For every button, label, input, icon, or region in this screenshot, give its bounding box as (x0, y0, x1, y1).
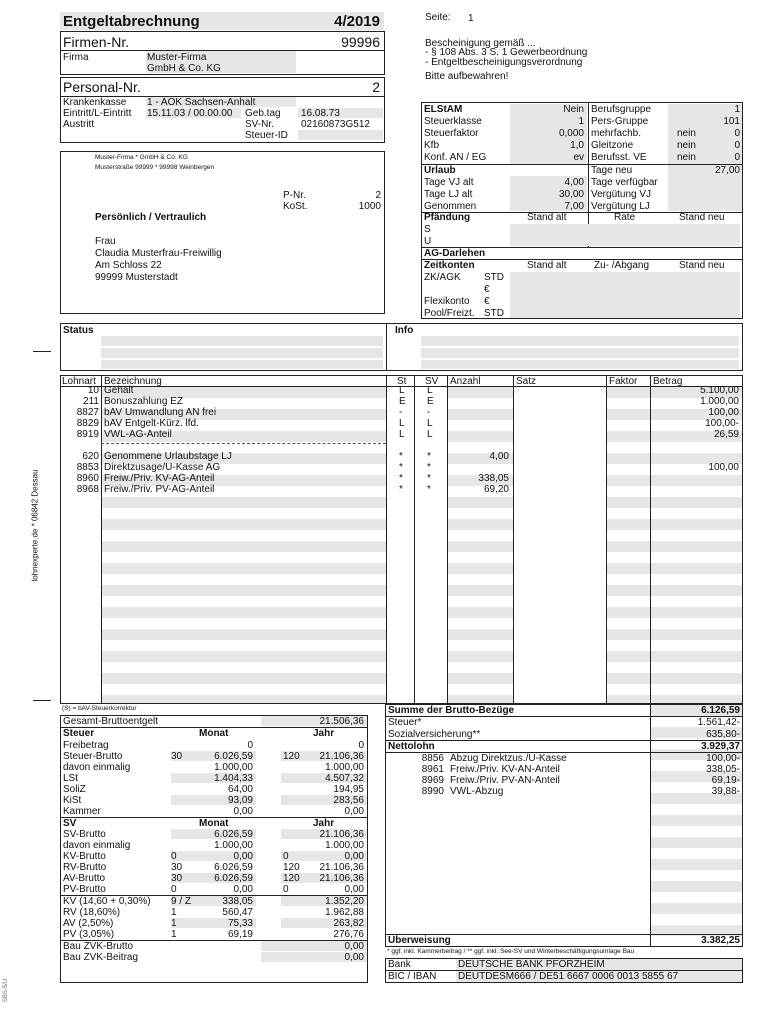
sv-row-jahr: 21.106,36 (319, 862, 364, 873)
beitrag-row-jahr: 263,82 (333, 918, 364, 929)
steuer-value: 1.561,42- (697, 717, 740, 728)
gesamt-value: 21.506,36 (319, 716, 364, 727)
lohn-row-lohnart: 8968 (76, 484, 99, 495)
svnr-value: 02160873G512 (301, 119, 370, 130)
sv-row-k1: 0 (171, 851, 177, 862)
krankenkasse-value: 1 - AOK Sachsen-Anhalt (147, 97, 256, 108)
sv-row-k2: 0 (283, 884, 289, 895)
steuer-row-label: KiSt (63, 795, 82, 806)
fold-mark-bottom (33, 700, 51, 701)
steuer-row-k2: 120 (283, 751, 300, 762)
elstam-right-value-1: 101 (723, 116, 740, 127)
urlaub-left-value-0: 4,00 (564, 177, 584, 188)
sv-row-k1: 0 (171, 884, 177, 895)
elstam-right-value-4: 0 (734, 152, 740, 163)
zeitkonten-row-unit-1: € (484, 284, 490, 295)
sv-row-k1: 30 (171, 862, 183, 873)
sv-title: SV (63, 818, 77, 829)
zeitkonten-row-unit-2: € (484, 296, 490, 307)
personal-label: Personal-Nr. (63, 79, 141, 95)
netto-value: 3.929,37 (701, 741, 740, 752)
beitrag-row-label: RV (18,60%) (63, 907, 121, 918)
steuer-title: Steuer (63, 728, 95, 739)
steuer-row-jahr: 194,95 (333, 784, 364, 795)
lohn-row-bezeichnung: Gehalt (104, 385, 134, 396)
elstam-right-label-4: Berufsst. VE (591, 152, 647, 163)
status-info-box (60, 323, 743, 371)
abzug-row-bezeichnung: Freiw./Priv. KV-AN-Anteil (450, 764, 560, 775)
elstam-right-label-0: Berufsgruppe (591, 104, 652, 115)
elstam-left-value-1: 0,000 (558, 128, 584, 139)
sv-value: 635,80- (706, 729, 740, 740)
steuer-row-jahr: 283,56 (333, 795, 364, 806)
elstam-left-value-3: ev (573, 152, 584, 163)
col-anzahl: Anzahl (450, 376, 481, 387)
elstam-left-value-0: 1 (578, 116, 584, 127)
urlaub-left-value-1: 30,00 (558, 189, 584, 200)
netto-label: Nettolohn (388, 741, 435, 752)
elstam-right-label-3: Gleitzone (591, 140, 634, 151)
steuer-jahr: Jahr (313, 728, 335, 739)
urlaub-left-label-1: Tage LJ alt (424, 189, 473, 200)
corner-code: SBS-5/U (3, 978, 10, 1003)
beitrag-row-jahr: 1.352,20 (325, 896, 364, 907)
col-bezeichnung: Bezeichnung (104, 376, 162, 387)
abzug-row-betrag: 338,05- (706, 764, 740, 775)
sv-row-jahr: 21.106,36 (319, 829, 364, 840)
ueberweisung-label: Überweisung (388, 935, 451, 946)
steuer-row-k1: 30 (171, 751, 183, 762)
bank-value: DEUTSCHE BANK PFORZHEIM (458, 959, 605, 970)
steuer-row-label: SoliZ (63, 784, 86, 795)
steuer-row-jahr: 21.106,36 (319, 751, 364, 762)
sv-row-jahr: 21.106,36 (319, 873, 364, 884)
lohn-row-lohnart: 8960 (76, 473, 99, 484)
lohn-row-sv: L (427, 418, 433, 429)
steuer-row-monat: 1.000,00 (214, 762, 253, 773)
abzug-row-lohnart: 8969 (421, 775, 444, 786)
steuer-row-jahr: 4.507,32 (325, 773, 364, 784)
lohn-footnote: (S) = bAV-Steuerkorrektur (62, 705, 137, 712)
sv-row-monat: 0,00 (233, 884, 253, 895)
lohn-row-lohnart: 8853 (76, 462, 99, 473)
eintritt-value: 15.11.03 / 00.00.00 (147, 108, 233, 119)
sv-row-jahr: 0,00 (344, 884, 364, 895)
personal-number: 2 (372, 79, 380, 95)
elstam-box (421, 102, 743, 319)
sv-row-label: AV-Brutto (63, 873, 106, 884)
sv-row-k2: 0 (283, 851, 289, 862)
sender-line-2: Musterstraße 99999 * 99998 Weinbergen (95, 164, 215, 171)
pfaendung-row-s: S (424, 224, 431, 235)
sv-row-k1: 30 (171, 873, 183, 884)
lohn-row-bezeichnung: VWL-AG-Anteil (104, 429, 172, 440)
page-number: 1 (468, 13, 474, 24)
elstam-title: ELStAM (424, 104, 463, 115)
beitrag-row-label: PV (3,05%) (63, 929, 115, 940)
lohn-row-bezeichnung: Direktzusage/U-Kasse AG (104, 462, 221, 473)
lohn-row-sv: * (427, 473, 431, 484)
lohn-row-st: * (399, 462, 403, 473)
address-line-3: Am Schloss 22 (95, 260, 162, 271)
col-lohnart: Lohnart (62, 376, 96, 387)
lohn-row-sv: - (427, 407, 431, 418)
summe-label: Summe der Brutto-Bezüge (388, 705, 515, 716)
company-number: 99996 (341, 34, 380, 50)
elstam-right-flag-3: nein (677, 140, 696, 151)
note-line-1: Bescheinigung gemäß ... (425, 38, 536, 49)
zeitkonten-row-unit-0: STD (484, 272, 504, 283)
bank-box (385, 958, 743, 983)
page-title: Entgeltabrechnung (63, 13, 200, 30)
zvk-row-label: Bau ZVK-Brutto (63, 941, 134, 952)
lohn-row-sv: E (427, 396, 434, 407)
elstam-left-label-1: Steuerfaktor (424, 128, 479, 139)
elstam-right-value-3: 0 (734, 140, 740, 151)
pnr-label: P-Nr. (283, 190, 306, 201)
abzug-row-betrag: 100,00- (706, 753, 740, 764)
beitrag-row-jahr: 276,76 (333, 929, 364, 940)
steuer-row-monat: 0,00 (233, 806, 253, 817)
sv-jahr: Jahr (313, 818, 335, 829)
lohn-row-bezeichnung: Freiw./Priv. KV-AG-Anteil (104, 473, 215, 484)
right-footnote: * ggf. inkl. Kammerbeitrag / ** ggf. inkl. See-SV und Winterbeschäftigungsumlage Bau (387, 948, 635, 955)
sv-label: Sozialversicherung** (388, 729, 481, 740)
ag-darlehen-title: AG-Darlehen (424, 248, 486, 259)
elstam-title-value: Nein (563, 104, 584, 115)
steuer-row-monat: 6.026,59 (214, 751, 253, 762)
sv-row-k2: 120 (283, 873, 300, 884)
sender-line-1: Muster-Firma * GmbH & Co. KG (95, 154, 188, 161)
urlaub-right-value-0: 27,00 (714, 165, 740, 176)
abzug-row-lohnart: 8961 (421, 764, 444, 775)
lohn-row-lohnart: 211 (83, 396, 99, 407)
elstam-right-flag-2: nein (677, 128, 696, 139)
lohn-row-sv: * (427, 484, 431, 495)
lohn-row-st: L (399, 385, 405, 396)
company-label: Firmen-Nr. (63, 34, 130, 50)
lohn-row-lohnart: 8827 (76, 407, 99, 418)
beitrag-row-monat: 69,19 (227, 929, 253, 940)
col-st: St (397, 376, 407, 387)
address-line-2: Claudia Musterfrau-Freiwillig (95, 248, 222, 259)
lohn-table (60, 375, 743, 704)
sv-row-jahr: 0,00 (344, 851, 364, 862)
lohn-row-anzahl: 69,20 (483, 484, 509, 495)
lohn-row-st: * (399, 484, 403, 495)
sv-row-monat: 6.026,59 (214, 873, 253, 884)
elstam-left-value-2: 1,0 (570, 140, 584, 151)
personal-box (60, 77, 385, 143)
right-summary (385, 704, 743, 947)
page-label: Seite: (425, 12, 451, 23)
lohn-row-anzahl: 4,00 (489, 451, 509, 462)
lohn-row-st: L (399, 429, 405, 440)
lohn-row-betrag: 100,00 (708, 462, 739, 473)
lohn-row-bezeichnung: Bonuszahlung EZ (104, 396, 183, 407)
elstam-right-value-0: 1 (734, 104, 740, 115)
firma-label: Firma (63, 52, 89, 63)
sv-row-k2: 120 (283, 862, 300, 873)
zvk-row-value: 0,00 (344, 941, 364, 952)
urlaub-right-label-0: Tage neu (591, 165, 633, 176)
sv-row-label: RV-Brutto (63, 862, 107, 873)
elstam-right-label-1: Pers-Gruppe (591, 116, 649, 127)
gebtag-value: 16.08.73 (301, 108, 340, 119)
col-sv: SV (425, 376, 439, 387)
lohn-row-sv: * (427, 451, 431, 462)
col-satz: Satz (516, 376, 537, 387)
kost-value: 1000 (358, 201, 381, 212)
beitrag-row-k1: 1 (171, 907, 177, 918)
urlaub-left-value-2: 7,00 (564, 201, 584, 212)
sv-row-monat: 0,00 (233, 851, 253, 862)
lohn-row-st: * (399, 451, 403, 462)
pfaendung-row-u: U (424, 236, 432, 247)
elstam-left-label-3: Konf. AN / EG (424, 152, 487, 163)
lohn-row-betrag: 100,00 (708, 407, 739, 418)
zeitkonten-title: Zeitkonten (424, 260, 475, 271)
col-betrag: Betrag (653, 376, 683, 387)
abzug-row-betrag: 39,88- (711, 786, 740, 797)
pfaendung-col-stand-alt: Stand alt (527, 212, 567, 223)
lohn-row-betrag: 1.000,00 (700, 396, 739, 407)
lohn-row-st: L (399, 418, 405, 429)
zeitkonten-col-zuabgang: Zu- /Abgang (594, 260, 650, 271)
steuer-row-monat: 93,09 (227, 795, 253, 806)
austritt-label: Austritt (63, 119, 95, 130)
steuer-row-label: LSt (63, 773, 79, 784)
steuer-row-monat: 1.404,33 (214, 773, 253, 784)
abzug-row-betrag: 69,19- (711, 775, 740, 786)
lohn-row-sv: L (427, 429, 433, 440)
zeitkonten-row-unit-3: STD (484, 308, 504, 319)
address-line-4: 99999 Musterstadt (95, 272, 178, 283)
krankenkasse-label: Krankenkasse (63, 97, 127, 108)
lohn-row-lohnart: 620 (82, 451, 99, 462)
zeitkonten-col-stand-alt: Stand alt (527, 260, 567, 271)
sv-row-monat: 6.026,59 (214, 829, 253, 840)
bic-value: DEUTDESM666 / DE51 6667 0006 0013 5855 67 (458, 971, 679, 982)
steuer-row-label: Freibetrag (63, 740, 109, 751)
beitrag-row-monat: 75,33 (227, 918, 253, 929)
urlaub-left-label-0: Tage VJ alt (424, 177, 474, 188)
urlaub-title: Urlaub (424, 165, 456, 176)
sv-row-label: davon einmalig (63, 840, 131, 851)
lohn-row-st: E (399, 396, 406, 407)
left-summary (60, 715, 368, 983)
svnr-label: SV-Nr. (245, 119, 274, 130)
lohn-row-sv: * (427, 462, 431, 473)
bank-label: Bank (388, 959, 411, 970)
steuer-row-label: Steuer-Brutto (63, 751, 123, 762)
beitrag-row-monat: 560,47 (222, 907, 253, 918)
lohn-row-lohnart: 8829 (76, 418, 99, 429)
address-box (60, 151, 385, 314)
info-label: Info (395, 325, 414, 336)
lohn-row-lohnart: 10 (87, 385, 99, 396)
lohn-row-st: - (399, 407, 403, 418)
sv-row-label: PV-Brutto (63, 884, 106, 895)
steuer-monat: Monat (199, 728, 229, 739)
zeitkonten-row-label-3: Pool/Freizt. (424, 308, 475, 319)
zvk-row-value: 0,00 (344, 952, 364, 963)
elstam-left-label-2: Kfb (424, 140, 440, 151)
urlaub-right-label-1: Tage verfügbar (591, 177, 658, 188)
kost-label: KoSt. (283, 201, 308, 212)
note-line-3: - Entgeltbescheinigungsverordnung (425, 57, 583, 68)
steuer-row-monat: 64,00 (227, 784, 253, 795)
elstam-right-value-2: 0 (734, 128, 740, 139)
lohn-row-bezeichnung: bAV Umwandlung AN frei (104, 407, 217, 418)
sv-monat: Monat (199, 818, 229, 829)
elstam-left-label-0: Steuerklasse (424, 116, 482, 127)
steuer-row-monat: 0 (247, 740, 253, 751)
company-name-1: Muster-Firma (147, 52, 207, 63)
steuer-label: Steuer* (388, 717, 422, 728)
zeitkonten-row-label-0: ZK/AGK (424, 272, 461, 283)
pfaendung-title: Pfändung (424, 212, 471, 223)
side-text: lohnexperte.de * 06842 Dessau (30, 469, 40, 582)
lohn-row-anzahl: 338,05 (478, 473, 509, 484)
lohn-row-bezeichnung: Freiw./Priv. PV-AG-Anteil (104, 484, 215, 495)
lohn-row-betrag: 100,00- (705, 418, 739, 429)
steuer-row-jahr: 1.000,00 (325, 762, 364, 773)
sv-row-label: KV-Brutto (63, 851, 106, 862)
lohn-row-bezeichnung: Genommene Urlaubstage LJ (104, 451, 232, 462)
sv-row-label: SV-Brutto (63, 829, 106, 840)
zvk-row-label: Bau ZVK-Beitrag (63, 952, 139, 963)
steuer-row-jahr: 0 (358, 740, 364, 751)
urlaub-left-label-2: Genommen (424, 201, 477, 212)
period: 4/2019 (334, 13, 380, 30)
confidential-label: Persönlich / Vertraulich (95, 212, 207, 223)
lohn-row-lohnart: 8919 (76, 429, 99, 440)
steuer-row-jahr: 0,00 (344, 806, 364, 817)
sv-row-jahr: 1.000,00 (325, 840, 364, 851)
abzug-row-lohnart: 8856 (421, 753, 444, 764)
beitrag-row-monat: 338,05 (222, 896, 253, 907)
abzug-row-bezeichnung: Abzug Direktzus./U-Kasse (450, 753, 567, 764)
beitrag-row-label: KV (14,60 + 0,30%) (63, 896, 151, 907)
beitrag-row-k1: 1 (171, 929, 177, 940)
zeitkonten-col-stand-neu: Stand neu (679, 260, 725, 271)
beitrag-row-k1: 1 (171, 918, 177, 929)
abzug-row-bezeichnung: VWL-Abzug (450, 786, 504, 797)
beitrag-row-jahr: 1.962,88 (325, 907, 364, 918)
pnr-value: 2 (375, 190, 381, 201)
beitrag-row-label: AV (2,50%) (63, 918, 114, 929)
steuer-row-label: davon einmalig (63, 762, 131, 773)
note-line-2: - § 108 Abs. 3 S. 1 Gewerbeordnung (425, 47, 588, 58)
fold-mark-top (33, 351, 51, 352)
col-faktor: Faktor (609, 376, 638, 387)
sv-row-monat: 6.026,59 (214, 862, 253, 873)
steuerid-label: Steuer-ID (245, 130, 288, 141)
lohn-row-st: * (399, 473, 403, 484)
pfaendung-col-rate: Rate (614, 212, 636, 223)
sv-row-monat: 1.000,00 (214, 840, 253, 851)
note-line-4: Bitte aufbewahren! (425, 71, 509, 82)
steuer-row-label: Kammer (63, 806, 101, 817)
eintritt-label: Eintritt/L-Eintritt (63, 108, 132, 119)
lohn-row-betrag: 26,59 (713, 429, 739, 440)
bic-label: BIC / IBAN (388, 971, 437, 982)
urlaub-right-label-2: Vergütung VJ (591, 189, 652, 200)
gebtag-label: Geb.tag (245, 108, 281, 119)
ueberweisung-value: 3.382,25 (701, 935, 740, 946)
company-name-2: GmbH & Co. KG (147, 63, 221, 74)
elstam-right-label-2: mehrfachb. (591, 128, 642, 139)
zeitkonten-row-label-2: Flexikonto (424, 296, 470, 307)
company-box (60, 31, 385, 75)
elstam-right-flag-4: nein (677, 152, 696, 163)
abzug-row-lohnart: 8990 (421, 786, 444, 797)
status-label: Status (63, 325, 94, 336)
lohn-row-betrag: 5.100,00 (700, 385, 739, 396)
urlaub-right-label-3: Vergütung LJ (591, 201, 650, 212)
gesamt-label: Gesamt-Bruttoentgelt (63, 716, 159, 727)
address-line-1: Frau (95, 236, 116, 247)
beitrag-row-k1: 9 / Z (171, 896, 192, 907)
abzug-row-bezeichnung: Freiw./Priv. PV-AN-Anteil (450, 775, 560, 786)
lohn-row-bezeichnung: bAV Entgelt-Kürz. lfd. (104, 418, 199, 429)
lohn-row-sv: L (427, 385, 433, 396)
summe-value: 6.126,59 (701, 705, 740, 716)
pfaendung-col-stand-neu: Stand neu (679, 212, 725, 223)
